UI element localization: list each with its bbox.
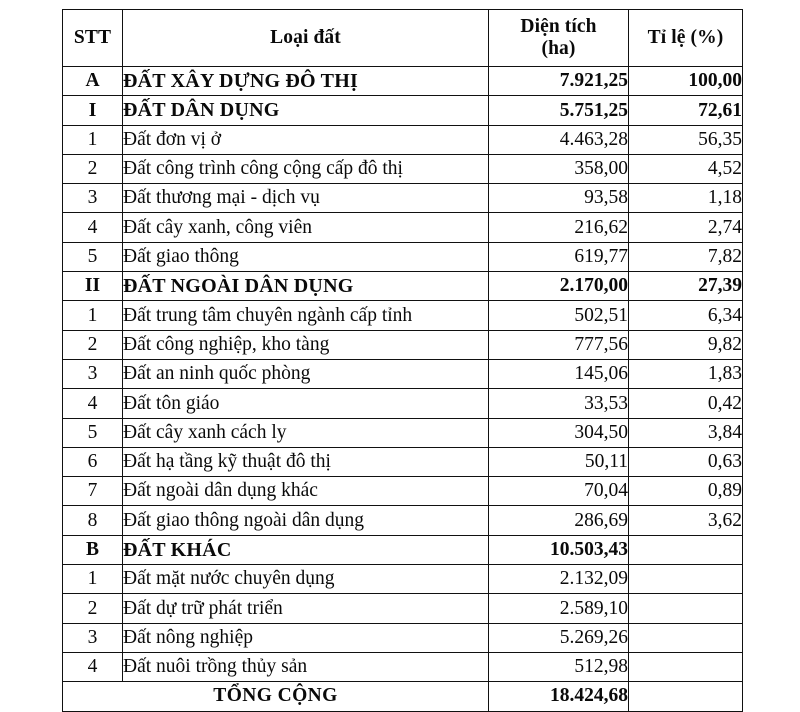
- cell-stt: 3: [63, 184, 123, 213]
- cell-area: 4.463,28: [489, 125, 629, 154]
- cell-area: 5.269,26: [489, 623, 629, 652]
- column-header-ratio: Tỉ lệ (%): [629, 10, 743, 67]
- table-row: [63, 477, 743, 506]
- cell-stt: II: [63, 272, 123, 301]
- cell-land-type: Đất đơn vị ở: [123, 125, 489, 154]
- column-header-type: Loại đất: [123, 10, 489, 67]
- header-row: [63, 10, 743, 67]
- column-header-stt: STT: [63, 10, 123, 67]
- cell-area: 304,50: [489, 418, 629, 447]
- cell-area: 512,98: [489, 652, 629, 681]
- cell-stt: 6: [63, 447, 123, 476]
- table-row: [63, 652, 743, 681]
- cell-land-type: Đất dự trữ phát triển: [123, 594, 489, 623]
- cell-ratio: 2,74: [629, 213, 743, 242]
- cell-land-type: ĐẤT XÂY DỰNG ĐÔ THỊ: [123, 67, 489, 96]
- cell-land-type: Đất tôn giáo: [123, 389, 489, 418]
- cell-area: 10.503,43: [489, 535, 629, 564]
- table-body: [63, 67, 743, 712]
- table-row: [63, 506, 743, 535]
- cell-area: 2.589,10: [489, 594, 629, 623]
- cell-land-type: Đất trung tâm chuyên ngành cấp tỉnh: [123, 301, 489, 330]
- cell-ratio: 3,62: [629, 506, 743, 535]
- land-use-table: [62, 9, 743, 712]
- table-header: [63, 10, 743, 67]
- table-row: [63, 154, 743, 183]
- cell-land-type: Đất giao thông: [123, 242, 489, 271]
- table-row: [63, 213, 743, 242]
- cell-land-type: Đất công nghiệp, kho tàng: [123, 330, 489, 359]
- cell-stt: 2: [63, 594, 123, 623]
- table-row: [63, 67, 743, 96]
- total-ratio: [629, 682, 743, 711]
- cell-ratio: 100,00: [629, 67, 743, 96]
- cell-ratio: 9,82: [629, 330, 743, 359]
- table-row: [63, 389, 743, 418]
- cell-area: 50,11: [489, 447, 629, 476]
- cell-ratio: 6,34: [629, 301, 743, 330]
- table-row: [63, 594, 743, 623]
- table-row: [63, 330, 743, 359]
- total-area: 18.424,68: [489, 682, 629, 711]
- cell-land-type: Đất nông nghiệp: [123, 623, 489, 652]
- cell-stt: 3: [63, 623, 123, 652]
- cell-land-type: ĐẤT KHÁC: [123, 535, 489, 564]
- cell-area: 358,00: [489, 154, 629, 183]
- table-row: [63, 301, 743, 330]
- cell-ratio: [629, 652, 743, 681]
- cell-area: 777,56: [489, 330, 629, 359]
- cell-land-type: ĐẤT DÂN DỤNG: [123, 96, 489, 125]
- cell-stt: 5: [63, 418, 123, 447]
- cell-land-type: Đất ngoài dân dụng khác: [123, 477, 489, 506]
- cell-ratio: 1,83: [629, 359, 743, 388]
- cell-ratio: 72,61: [629, 96, 743, 125]
- cell-area: 33,53: [489, 389, 629, 418]
- table-total-row: [63, 682, 743, 711]
- table-row: [63, 535, 743, 564]
- cell-land-type: Đất nuôi trồng thủy sản: [123, 652, 489, 681]
- cell-area: 145,06: [489, 359, 629, 388]
- cell-ratio: 4,52: [629, 154, 743, 183]
- cell-land-type: Đất cây xanh cách ly: [123, 418, 489, 447]
- cell-stt: 4: [63, 213, 123, 242]
- cell-area: 619,77: [489, 242, 629, 271]
- table-row: [63, 418, 743, 447]
- cell-stt: 1: [63, 565, 123, 594]
- cell-stt: 2: [63, 330, 123, 359]
- cell-area: 216,62: [489, 213, 629, 242]
- cell-stt: A: [63, 67, 123, 96]
- table-row: [63, 272, 743, 301]
- table-row: [63, 565, 743, 594]
- table-row: [63, 125, 743, 154]
- cell-stt: 7: [63, 477, 123, 506]
- cell-area: 93,58: [489, 184, 629, 213]
- cell-area: 2.170,00: [489, 272, 629, 301]
- cell-ratio: 3,84: [629, 418, 743, 447]
- cell-stt: 4: [63, 389, 123, 418]
- cell-stt: 5: [63, 242, 123, 271]
- table-row: [63, 242, 743, 271]
- total-label: TỔNG CỘNG: [63, 682, 489, 711]
- cell-stt: 2: [63, 154, 123, 183]
- cell-area: 502,51: [489, 301, 629, 330]
- cell-land-type: Đất thương mại - dịch vụ: [123, 184, 489, 213]
- cell-ratio: 7,82: [629, 242, 743, 271]
- column-header-area-line2: (ha): [541, 38, 576, 59]
- cell-land-type: Đất công trình công cộng cấp đô thị: [123, 154, 489, 183]
- cell-land-type: Đất mặt nước chuyên dụng: [123, 565, 489, 594]
- table-row: [63, 623, 743, 652]
- cell-stt: B: [63, 535, 123, 564]
- cell-area: 286,69: [489, 506, 629, 535]
- cell-stt: I: [63, 96, 123, 125]
- cell-ratio: [629, 594, 743, 623]
- cell-ratio: [629, 565, 743, 594]
- cell-ratio: [629, 623, 743, 652]
- cell-stt: 4: [63, 652, 123, 681]
- cell-ratio: [629, 535, 743, 564]
- cell-ratio: 27,39: [629, 272, 743, 301]
- column-header-area-line1: Diện tích: [520, 16, 597, 38]
- cell-stt: 1: [63, 301, 123, 330]
- cell-stt: 8: [63, 506, 123, 535]
- table-row: [63, 96, 743, 125]
- cell-land-type: Đất giao thông ngoài dân dụng: [123, 506, 489, 535]
- cell-ratio: 0,63: [629, 447, 743, 476]
- cell-land-type: ĐẤT NGOÀI DÂN DỤNG: [123, 272, 489, 301]
- cell-stt: 3: [63, 359, 123, 388]
- cell-area: 5.751,25: [489, 96, 629, 125]
- cell-land-type: Đất cây xanh, công viên: [123, 213, 489, 242]
- cell-ratio: 56,35: [629, 125, 743, 154]
- cell-area: 7.921,25: [489, 67, 629, 96]
- cell-area: 70,04: [489, 477, 629, 506]
- cell-stt: 1: [63, 125, 123, 154]
- cell-land-type: Đất an ninh quốc phòng: [123, 359, 489, 388]
- cell-land-type: Đất hạ tầng kỹ thuật đô thị: [123, 447, 489, 476]
- column-header-area: [489, 10, 629, 67]
- table-row: [63, 359, 743, 388]
- cell-ratio: 0,89: [629, 477, 743, 506]
- table-row: [63, 447, 743, 476]
- cell-area: 2.132,09: [489, 565, 629, 594]
- cell-ratio: 0,42: [629, 389, 743, 418]
- table-row: [63, 184, 743, 213]
- cell-ratio: 1,18: [629, 184, 743, 213]
